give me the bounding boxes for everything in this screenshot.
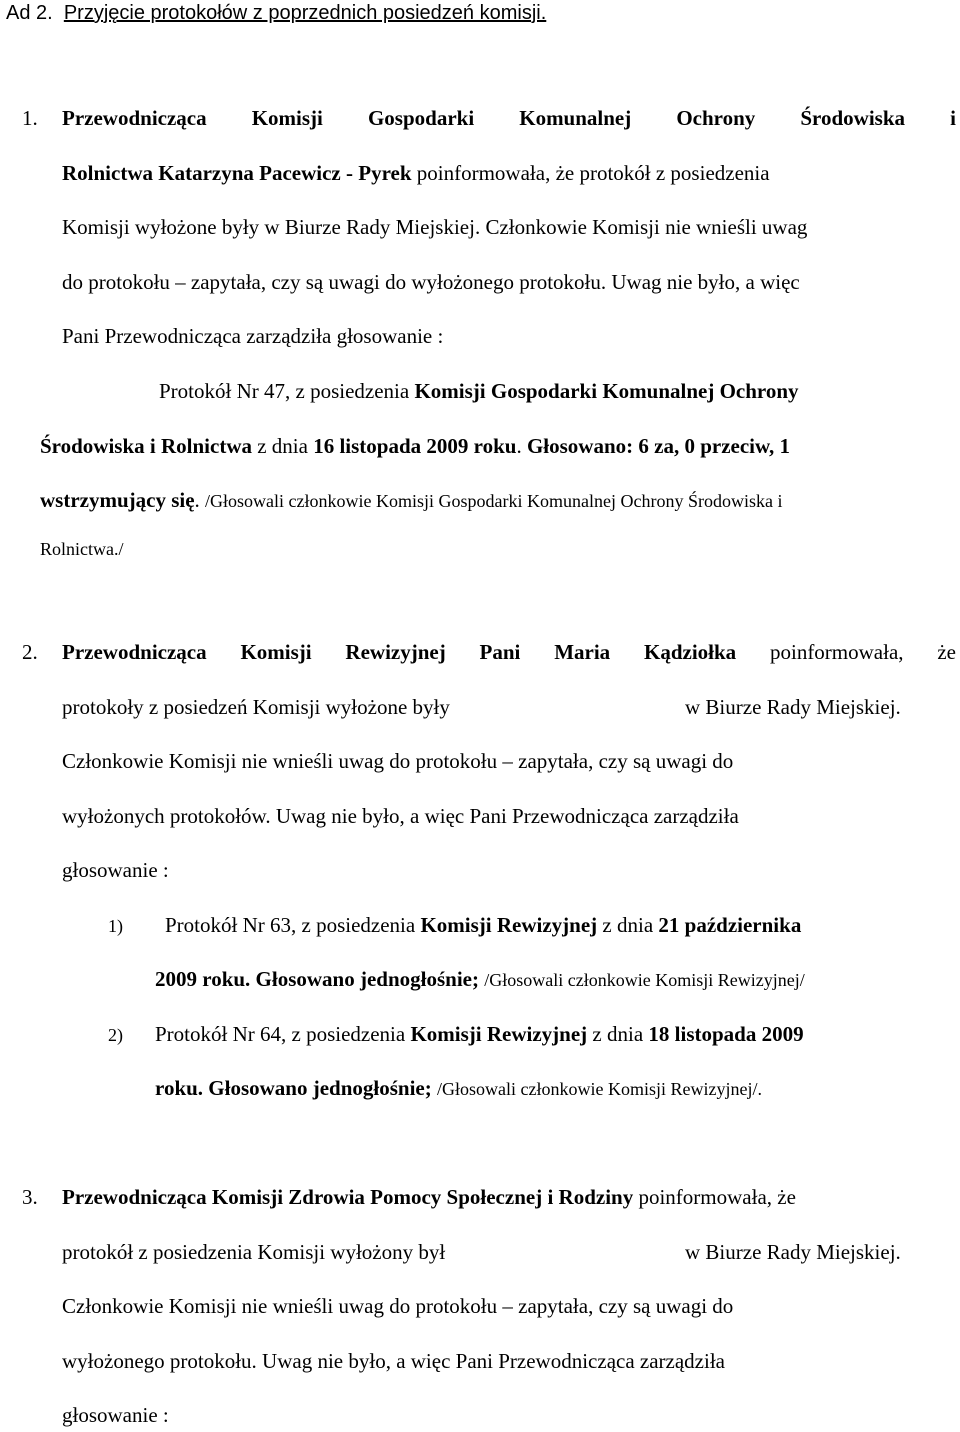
s1-vote-line-3: wstrzymujący się. /Głosowali członkowie Komisji Gospodarki Komunalnej Ochrony Środowiska i <box>40 488 783 512</box>
list-item-marker-2: 2) <box>108 1025 123 1045</box>
s2-item-1-line-1: Protokół Nr 63, z posiedzenia Komisji Rewizyjnej z dnia 21 października <box>165 913 802 937</box>
s3-line-5: głosowanie : <box>62 1403 169 1427</box>
section-heading <box>6 3 546 23</box>
s2-line-1: Przewodnicząca Komisji Rewizyjnej Pani Maria Kądziołka poinformowała, że <box>62 640 956 664</box>
s1-line-1: Przewodnicząca Komisji Gospodarki Komunalnej Ochrony Środowiska i <box>62 106 956 130</box>
s3-line-3: Członkowie Komisji nie wnieśli uwag do protokołu – zapytała, czy są uwagi do <box>62 1294 734 1318</box>
s2-line-5: głosowanie : <box>62 858 169 882</box>
s3-line-4: wyłożonego protokołu. Uwag nie było, a więc Pani Przewodnicząca zarządziła <box>62 1349 725 1373</box>
s1-vote-line-1: Protokół Nr 47, z posiedzenia Komisji Gospodarki Komunalnej Ochrony <box>159 379 799 403</box>
s1-vote-line-4: Rolnictwa./ <box>40 539 124 559</box>
s2-line-2-right: w Biurze Rady Miejskiej. <box>685 695 901 719</box>
s1-line-2: Rolnictwa Katarzyna Pacewicz - Pyrek poinformowała, że protokół z posiedzenia <box>62 161 770 185</box>
heading-number: Ad 2. <box>6 2 53 24</box>
s1-vote-line-2: Środowiska i Rolnictwa z dnia 16 listopada 2009 roku. Głosowano: 6 za, 0 przeciw, 1 <box>40 434 791 458</box>
s1-line-3: Komisji wyłożone były w Biurze Rady Miejskiej. Członkowie Komisji nie wnieśli uwag <box>62 215 808 239</box>
s1-line-5: Pani Przewodnicząca zarządziła głosowanie : <box>62 324 444 348</box>
s2-item-2-line-1: Protokół Nr 64, z posiedzenia Komisji Rewizyjnej z dnia 18 listopada 2009 <box>155 1022 804 1046</box>
s3-line-2-left: protokół z posiedzenia Komisji wyłożony był <box>62 1240 446 1264</box>
list-item-marker-1: 1) <box>108 916 123 936</box>
s2-line-2-left: protokoły z posiedzeń Komisji wyłożone były <box>62 695 450 719</box>
s2-item-2-line-2: roku. Głosowano jednogłośnie; /Głosowali członkowie Komisji Rewizyjnej/. <box>155 1076 762 1100</box>
s2-line-3: Członkowie Komisji nie wnieśli uwag do protokołu – zapytała, czy są uwagi do <box>62 749 734 773</box>
item-number-2: 2. <box>22 640 38 664</box>
s3-line-1: Przewodnicząca Komisji Zdrowia Pomocy Społecznej i Rodziny poinformowała, że <box>62 1185 796 1209</box>
item-number-3: 3. <box>22 1185 38 1209</box>
s2-item-1-line-2: 2009 roku. Głosowano jednogłośnie; /Głosowali członkowie Komisji Rewizyjnej/ <box>155 967 805 991</box>
item-number-1: 1. <box>22 106 38 130</box>
heading-title: Przyjęcie protokołów z poprzednich posiedzeń komisji. <box>63 2 547 24</box>
s3-line-2-right: w Biurze Rady Miejskiej. <box>685 1240 901 1264</box>
s1-line-4: do protokołu – zapytała, czy są uwagi do wyłożonego protokołu. Uwag nie było, a więc <box>62 270 800 294</box>
s2-line-4: wyłożonych protokołów. Uwag nie było, a więc Pani Przewodnicząca zarządziła <box>62 804 739 828</box>
